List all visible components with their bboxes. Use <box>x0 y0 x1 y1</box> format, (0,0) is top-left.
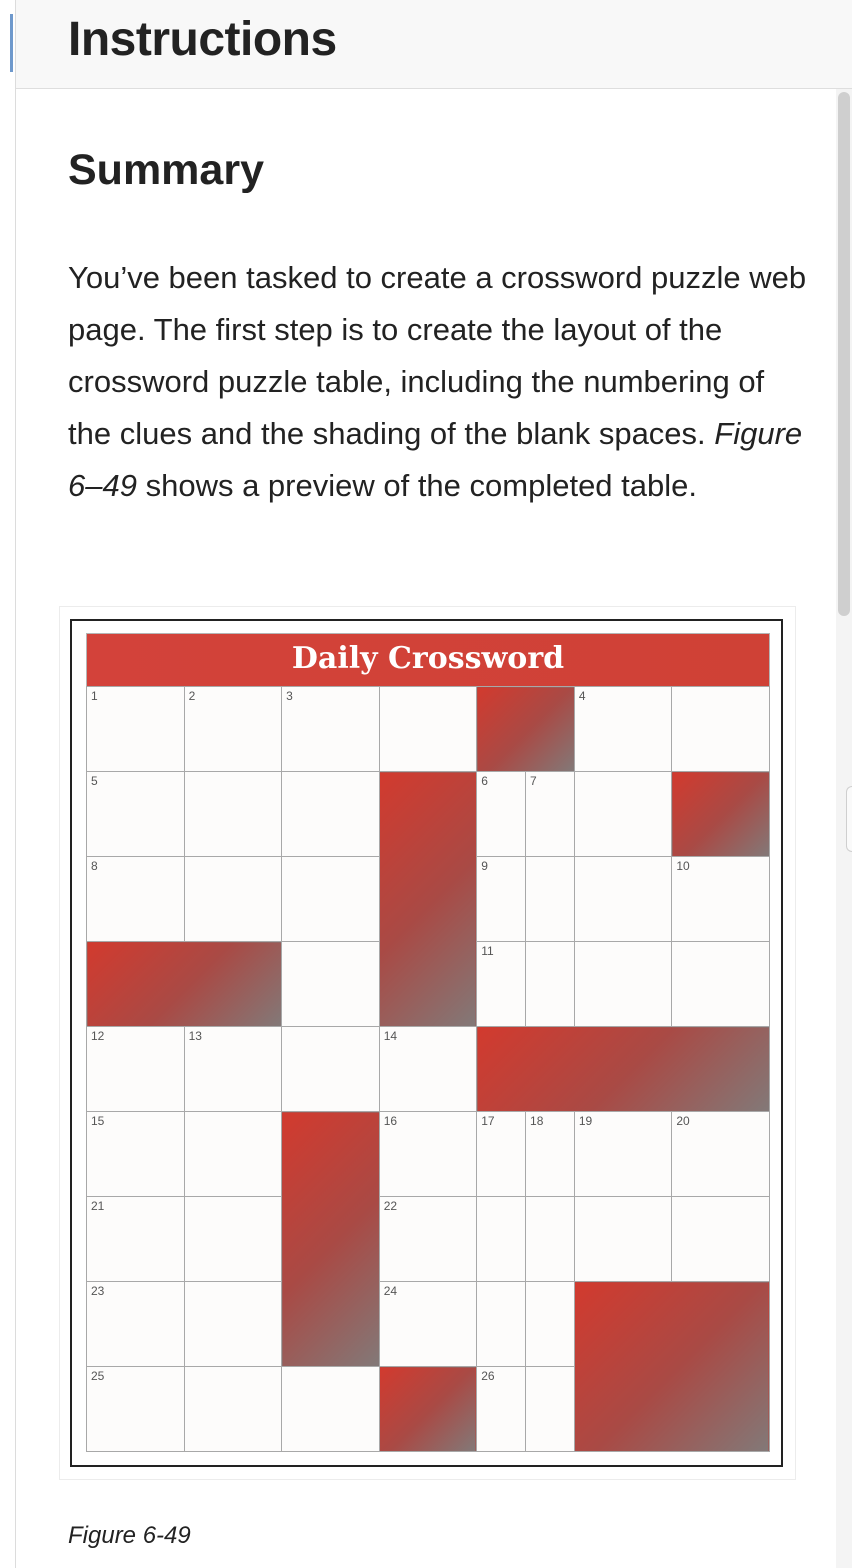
clue-number: 11 <box>481 944 494 958</box>
crossword-cell <box>184 1367 282 1452</box>
crossword-cell <box>379 1112 477 1197</box>
clue-number: 16 <box>383 1114 398 1128</box>
clue-number: 13 <box>188 1029 202 1043</box>
crossword-blank-cell <box>379 772 477 1027</box>
clue-number: 17 <box>481 1114 495 1128</box>
crossword-cell <box>282 687 380 772</box>
figure-caption: Figure 6-49 <box>68 1522 191 1549</box>
crossword-cell <box>184 857 282 942</box>
crossword-cell <box>379 1197 477 1282</box>
clue-number: 7 <box>530 774 537 788</box>
clue-number: 19 <box>578 1114 593 1128</box>
figure-reference: Figure 6–49 <box>68 416 803 503</box>
crossword-cell <box>574 942 672 1027</box>
crossword-cell <box>282 1367 380 1452</box>
crossword-cell <box>184 1197 282 1282</box>
crossword-cell <box>282 1027 380 1112</box>
summary-text-end: shows a preview of the completed table. <box>136 468 697 503</box>
crossword-cell <box>477 1197 526 1282</box>
crossword-row <box>87 1112 770 1197</box>
crossword-cell <box>184 1282 282 1367</box>
panel-resize-handle[interactable] <box>846 786 852 852</box>
clue-number: 21 <box>91 1199 105 1213</box>
crossword-table <box>86 633 770 1452</box>
clue-number: 2 <box>188 689 196 703</box>
clue-number: 25 <box>91 1369 105 1383</box>
page-title: Instructions <box>68 13 337 66</box>
crossword-row <box>87 1027 770 1112</box>
crossword-row <box>87 772 770 857</box>
summary-text-start: You’ve been tasked to create a crossword puzzle web page. The first step is to create the layout of the crossword puzzle table, including the numbering of the clues and the shading of the blank spaces. <box>68 260 807 451</box>
clue-number: 24 <box>383 1284 398 1298</box>
crossword-cell <box>526 1282 575 1367</box>
crossword-blank-cell <box>87 942 282 1027</box>
figure-image <box>59 606 796 1480</box>
crossword-cell <box>672 1197 770 1282</box>
crossword-row <box>87 687 770 772</box>
crossword-blank-cell <box>574 1282 769 1452</box>
clue-number: 23 <box>91 1284 105 1298</box>
crossword-cell <box>672 687 770 772</box>
crossword-cell <box>477 1112 526 1197</box>
crossword-cell <box>574 1197 672 1282</box>
crossword-blank-cell <box>379 1367 477 1452</box>
crossword-cell <box>526 857 575 942</box>
crossword-cell <box>282 772 380 857</box>
clue-number: 1 <box>91 689 98 703</box>
crossword-cell <box>574 857 672 942</box>
crossword-cell <box>574 772 672 857</box>
crossword-cell <box>87 1282 185 1367</box>
crossword-cell <box>526 1197 575 1282</box>
summary-heading: Summary <box>68 146 264 194</box>
crossword-cell <box>379 687 477 772</box>
clue-number: 6 <box>481 774 488 788</box>
crossword-cell <box>184 772 282 857</box>
scrollbar-thumb[interactable] <box>838 92 850 616</box>
clue-number: 22 <box>383 1199 398 1213</box>
crossword-cell <box>672 1112 770 1197</box>
crossword-cell <box>87 1197 185 1282</box>
crossword-row <box>87 1197 770 1282</box>
crossword-cell <box>477 772 526 857</box>
crossword-cell <box>477 942 526 1027</box>
crossword-cell <box>574 687 672 772</box>
crossword-cell <box>379 1282 477 1367</box>
active-indicator <box>10 14 13 72</box>
pane-border <box>15 0 16 1568</box>
clue-number: 12 <box>91 1029 105 1043</box>
crossword-cell <box>87 1112 185 1197</box>
crossword-cell <box>87 857 185 942</box>
clue-number: 3 <box>286 689 293 703</box>
crossword-cell <box>184 1027 282 1112</box>
crossword-cell <box>87 772 185 857</box>
crossword-row <box>87 1282 770 1367</box>
clue-number: 4 <box>578 689 586 703</box>
crossword-cell <box>184 687 282 772</box>
crossword-frame <box>70 619 783 1467</box>
clue-number: 9 <box>481 859 488 873</box>
crossword-cell <box>672 857 770 942</box>
crossword-cell <box>282 857 380 942</box>
crossword-cell <box>526 1112 575 1197</box>
clue-number: 20 <box>676 1114 690 1128</box>
crossword-cell <box>574 1112 672 1197</box>
crossword-cell <box>87 1367 185 1452</box>
crossword-blank-cell <box>477 1027 770 1112</box>
clue-number: 26 <box>481 1369 495 1383</box>
crossword-cell <box>87 1027 185 1112</box>
crossword-cell <box>379 1027 477 1112</box>
crossword-cell <box>672 942 770 1027</box>
crossword-cell <box>87 687 185 772</box>
summary-paragraph <box>68 252 808 512</box>
crossword-blank-cell <box>477 687 575 772</box>
crossword-cell <box>477 1282 526 1367</box>
clue-number: 5 <box>91 774 98 788</box>
crossword-blank-cell <box>282 1112 380 1367</box>
clue-number: 15 <box>91 1114 105 1128</box>
crossword-title: Daily Crossword <box>86 633 770 686</box>
clue-number: 14 <box>383 1029 398 1043</box>
clue-number: 8 <box>91 859 98 873</box>
crossword-cell <box>477 857 526 942</box>
instructions-header <box>16 0 852 89</box>
crossword-cell <box>477 1367 526 1452</box>
crossword-cell <box>282 942 380 1027</box>
clue-number: 18 <box>530 1114 544 1128</box>
crossword-blank-cell <box>672 772 770 857</box>
clue-number: 10 <box>676 859 690 873</box>
crossword-cell <box>526 772 575 857</box>
crossword-cell <box>184 1112 282 1197</box>
crossword-cell <box>526 942 575 1027</box>
crossword-cell <box>526 1367 575 1452</box>
